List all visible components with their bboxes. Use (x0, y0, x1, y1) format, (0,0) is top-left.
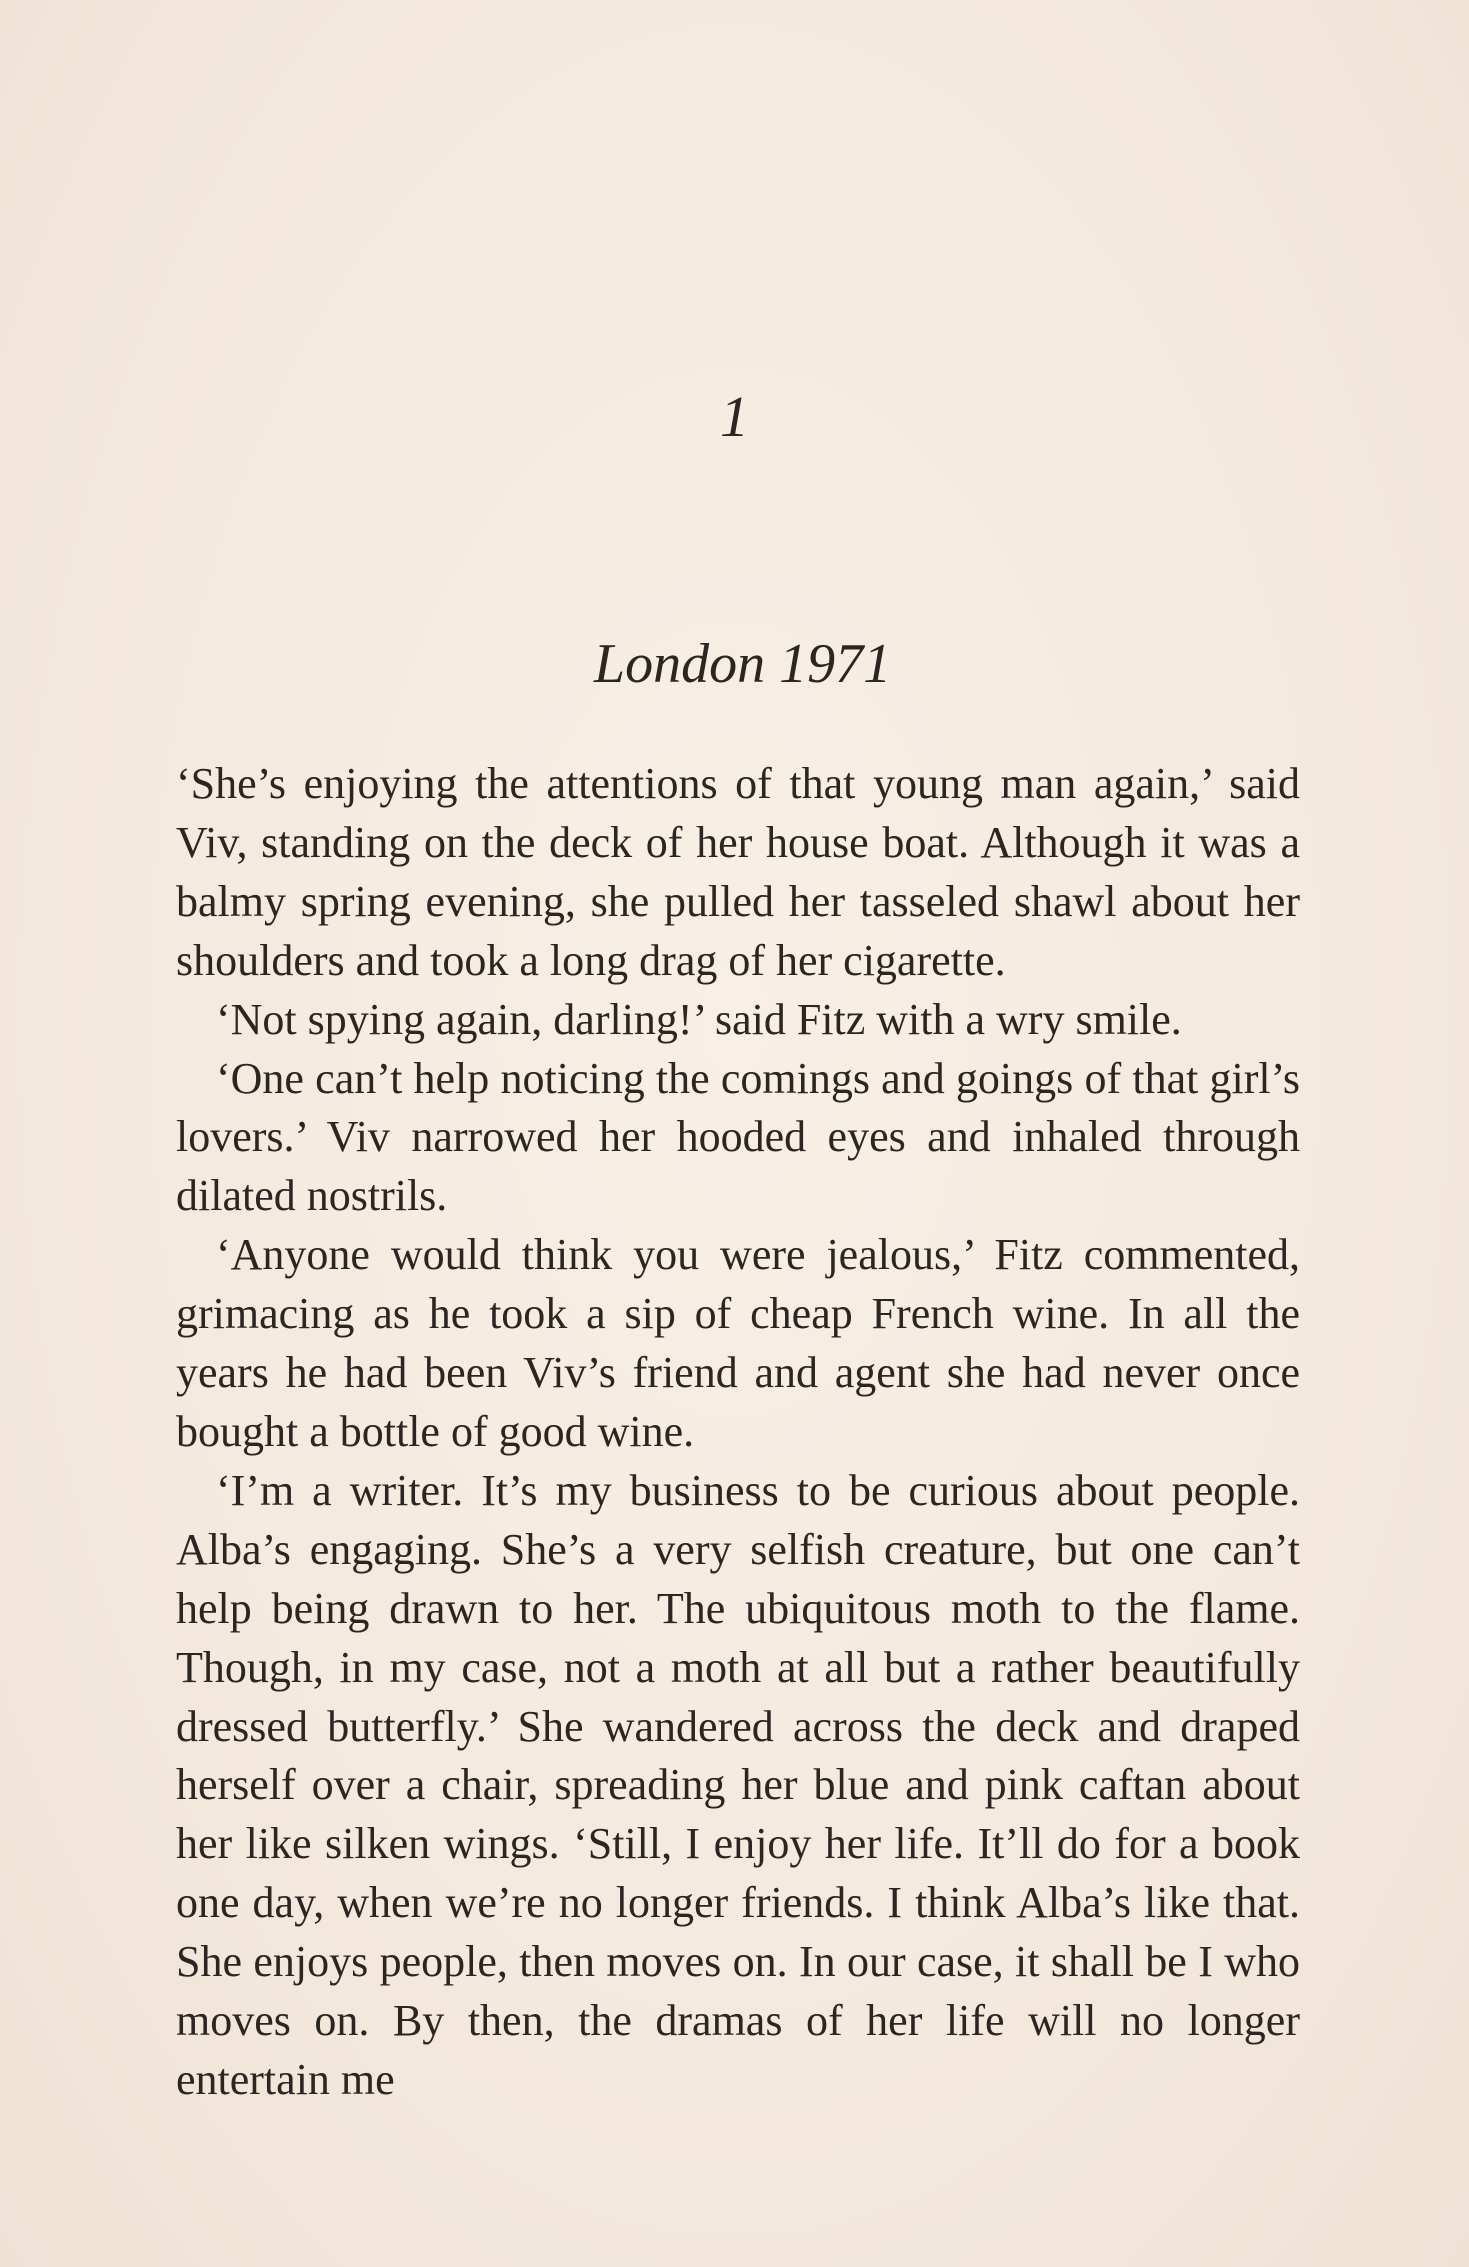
paragraph: ‘Not spying again, darling!’ said Fitz with a wry smile. (216, 994, 1182, 1044)
body-text (176, 755, 1300, 2110)
paragraph: ‘She’s enjoying the attentions of that young man again,’ said Viv, standing on the deck of her house boat. Although it was a balmy spring evening, she pulled her tasseled shawl about her shoulders and took a long drag of her cigarette. (176, 759, 1300, 985)
chapter-title: London 1971 (593, 633, 892, 695)
paragraph: ‘Anyone would think you were jealous,’ Fitz commented, grimacing as he took a sip of cheap French wine. In all the years he had been Viv’s friend and agent she had never once bought a bottle of good wine. (176, 1230, 1300, 1456)
paragraph: ‘One can’t help noticing the comings and goings of that girl’s lovers.’ Viv narrowed her hooded eyes and inhaled through dilated nostrils. (176, 1053, 1300, 1221)
chapter-number: 1 (720, 384, 749, 449)
paragraph: ‘I’m a writer. It’s my business to be curious about people. Alba’s engaging. She’s a very selfish creature, but one can’t help being drawn to her. The ubiquitous moth to the flame. Though, in my case, not a moth at all but a rather beautifully dressed butterfly.’ She wandered across the deck and draped herself over a chair, spreading her blue and pink caftan about her like silken wings. ‘Still, I enjoy her life. It’ll do for a book one day, when we’re no longer friends. I think Alba’s like that. She enjoys people, then moves on. In our case, it shall be I who moves on. By then, the dramas of her life will no longer entertain me (176, 1465, 1300, 2104)
